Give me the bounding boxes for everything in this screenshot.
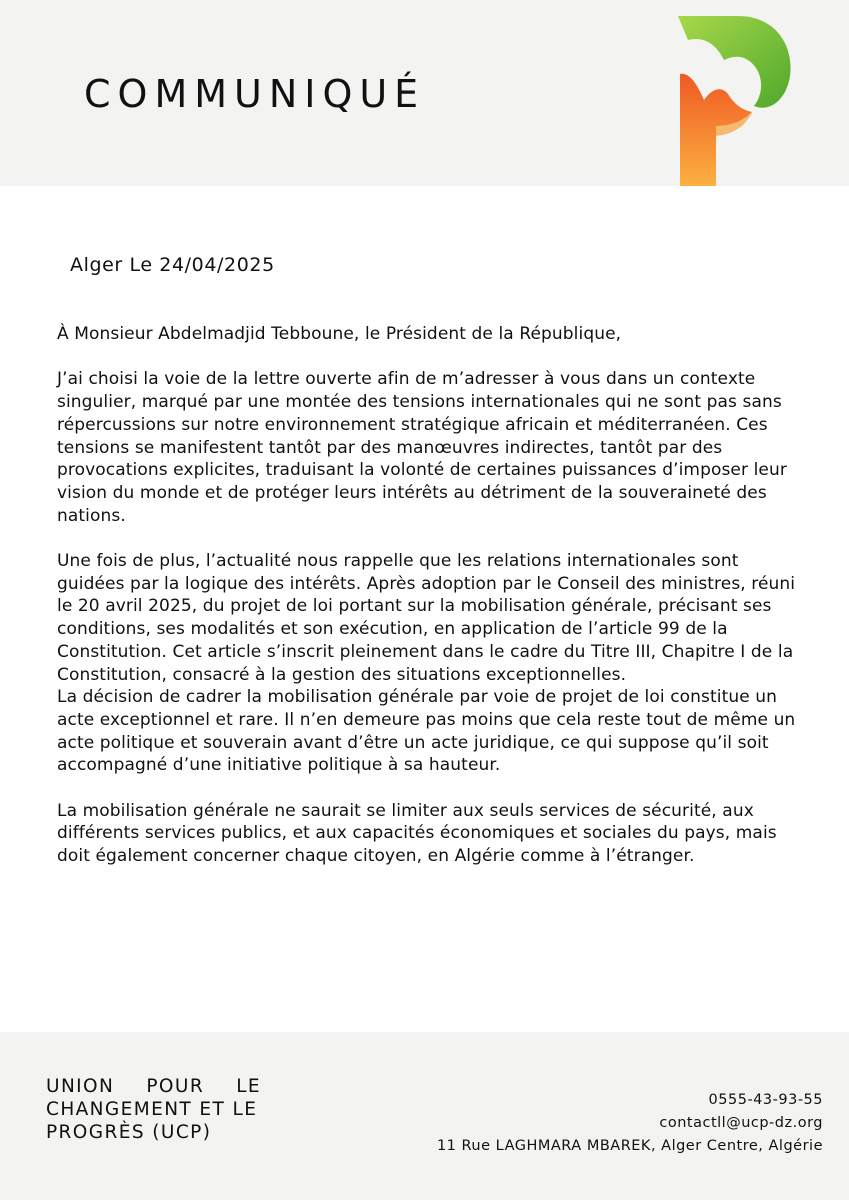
contact-phone: 0555-43-93-55 — [708, 1092, 823, 1108]
letter-date: Alger Le 24/04/2025 — [70, 254, 275, 276]
paragraph-1: J’ai choisi la voie de la lettre ouverte afin de m’adresser à vous dans un contexte singulier, marqué par une montée des tensions internationales qui ne sont pas sans répercussions sur notre environnement stratégique africain et méditerranéen. Ces tensions se manifestent tantôt par des manœuvres indirectes, tantôt par des provocations explicites, traduisant la volonté de certaines puissances d’imposer leur vision du monde et de protéger leurs intérêts au détriment de la souveraineté des nations. — [57, 369, 787, 526]
paragraph-2: Une fois de plus, l’actualité nous rappelle que les relations internationales sont guidées par la logique des intérêts. Après adoption par le Conseil des ministres, réuni le 20 avril 2025, du projet de loi portant sur la mobilisation générale, précisant ses conditions, ses modalités et son exécution, en application de l’article 99 de la Constitution. Cet article s’inscrit pleinement dans le cadre du Titre III, Chapitre I de la Constitution, consacré à la gestion des situations exceptionnelles. — [57, 551, 796, 685]
page-title: COMMUNIQUÉ — [84, 72, 426, 116]
ucp-logo — [676, 14, 794, 186]
org-line-1: UNION POUR LE — [46, 1076, 261, 1097]
org-line-2: CHANGEMENT ET LE — [46, 1099, 258, 1120]
organization-name — [46, 1075, 261, 1144]
contact-email: contactll@ucp-dz.org — [659, 1115, 823, 1131]
letter-body — [57, 323, 797, 868]
org-line-3: PROGRÈS (UCP) — [46, 1122, 212, 1143]
paragraph-3: La décision de cadrer la mobilisation générale par voie de projet de loi constitue un acte exceptionnel et rare. Il n’en demeure pas moins que cela reste tout de même un acte politique et souverain avant d’être un acte juridique, ce qui suppose qu’il soit accompagné d’une initiative politique à sa hauteur. — [57, 687, 796, 776]
letter-salutation: À Monsieur Abdelmadjid Tebboune, le Président de la République, — [57, 324, 622, 344]
paragraph-4: La mobilisation générale ne saurait se limiter aux seuls services de sécurité, aux différents services publics, et aux capacités économiques et sociales du pays, mais doit également concerner chaque citoyen, en Algérie comme à l’étranger. — [57, 800, 777, 867]
contact-address: 11 Rue LAGHMARA MBAREK, Alger Centre, Algérie — [436, 1138, 823, 1154]
header-band — [0, 0, 849, 186]
contact-block — [437, 1089, 823, 1158]
